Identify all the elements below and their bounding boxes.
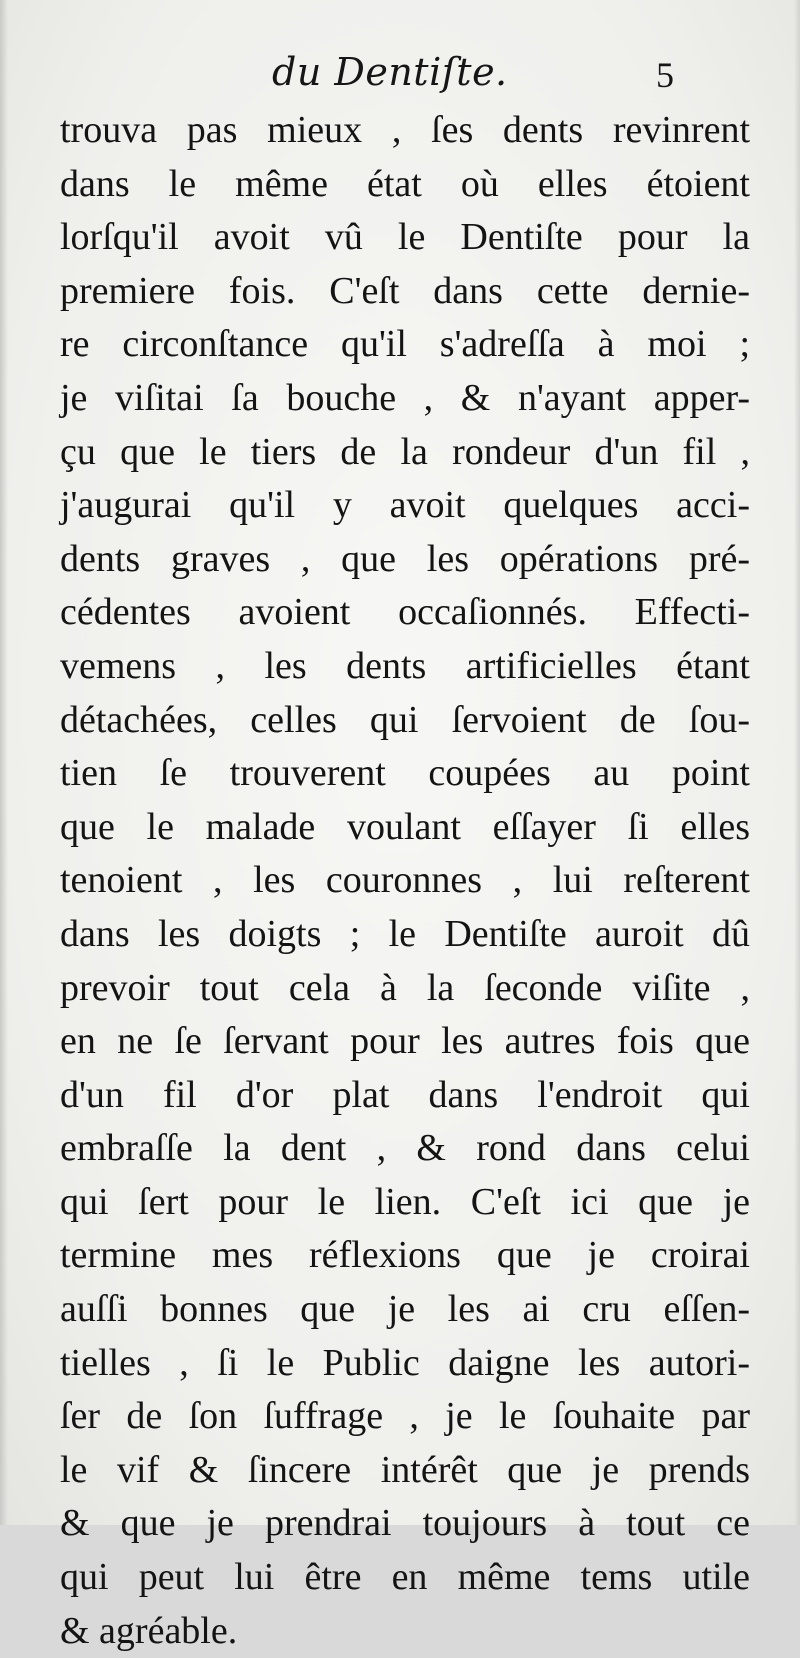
text-line: détachées, celles qui ſervoient de ſou- <box>60 698 750 741</box>
text-line: le vif & ſincere intérêt que je prends <box>60 1448 750 1491</box>
text-line: premiere fois. C'eſt dans cette dernie- <box>60 269 750 312</box>
text-line: dans les doigts ; le Dentiſte auroit dû <box>60 912 750 955</box>
text-line: qui peut lui être en même tems utile <box>60 1556 750 1599</box>
page-number: 5 <box>656 55 674 95</box>
text-line: embraſſe la dent , & rond dans celui <box>60 1127 750 1170</box>
text-line: tien ſe trouverent coupées au point <box>60 752 750 795</box>
text-line: qui ſert pour le lien. C'eſt ici que je <box>60 1180 750 1223</box>
text-line: cédentes avoient occaſionnés. Effecti- <box>60 591 750 634</box>
body-text <box>60 104 750 1658</box>
text-line: vemens , les dents artificielles étant <box>60 644 750 687</box>
text-line: d'un fil d'or plat dans l'endroit qui <box>60 1073 750 1116</box>
running-head <box>60 50 740 110</box>
text-line: ſer de ſon ſuffrage , je le ſouhaite par <box>60 1395 750 1438</box>
text-line: re circonſtance qu'il s'adreſſa à moi ; <box>60 323 750 366</box>
text-line: auſſi bonnes que je les ai cru eſſen- <box>60 1288 750 1331</box>
text-line: je viſitai ſa bouche , & n'ayant apper- <box>60 376 750 419</box>
text-line: lorſqu'il avoit vû le Dentiſte pour la <box>60 216 750 259</box>
page-edge-shadow-right <box>794 0 800 1525</box>
text-line: j'augurai qu'il y avoit quelques acci- <box>60 484 750 527</box>
text-line: tenoient , les couronnes , lui reſterent <box>60 859 750 902</box>
text-line: termine mes réflexions que je croirai <box>60 1234 750 1277</box>
text-line: & que je prendrai toujours à tout ce <box>60 1502 750 1545</box>
text-line: en ne ſe ſervant pour les autres fois que <box>60 1020 750 1063</box>
text-line: çu que le tiers de la rondeur d'un fil , <box>60 430 750 473</box>
text-line: trouva pas mieux , ſes dents revinrent <box>60 109 750 151</box>
text-line: prevoir tout cela à la ſeconde viſite , <box>60 966 750 1009</box>
text-line: dents graves , que les opérations pré- <box>60 537 750 580</box>
page-edge-shadow-left <box>0 0 8 1525</box>
text-line: que le malade voulant eſſayer ſi elles <box>60 805 750 848</box>
text-line: dans le même état où elles étoient <box>60 162 750 205</box>
running-title: du Dentiſte. <box>272 50 508 94</box>
text-line: & agréable. <box>60 1609 238 1652</box>
text-line: tielles , ſi le Public daigne les autori- <box>60 1341 750 1384</box>
